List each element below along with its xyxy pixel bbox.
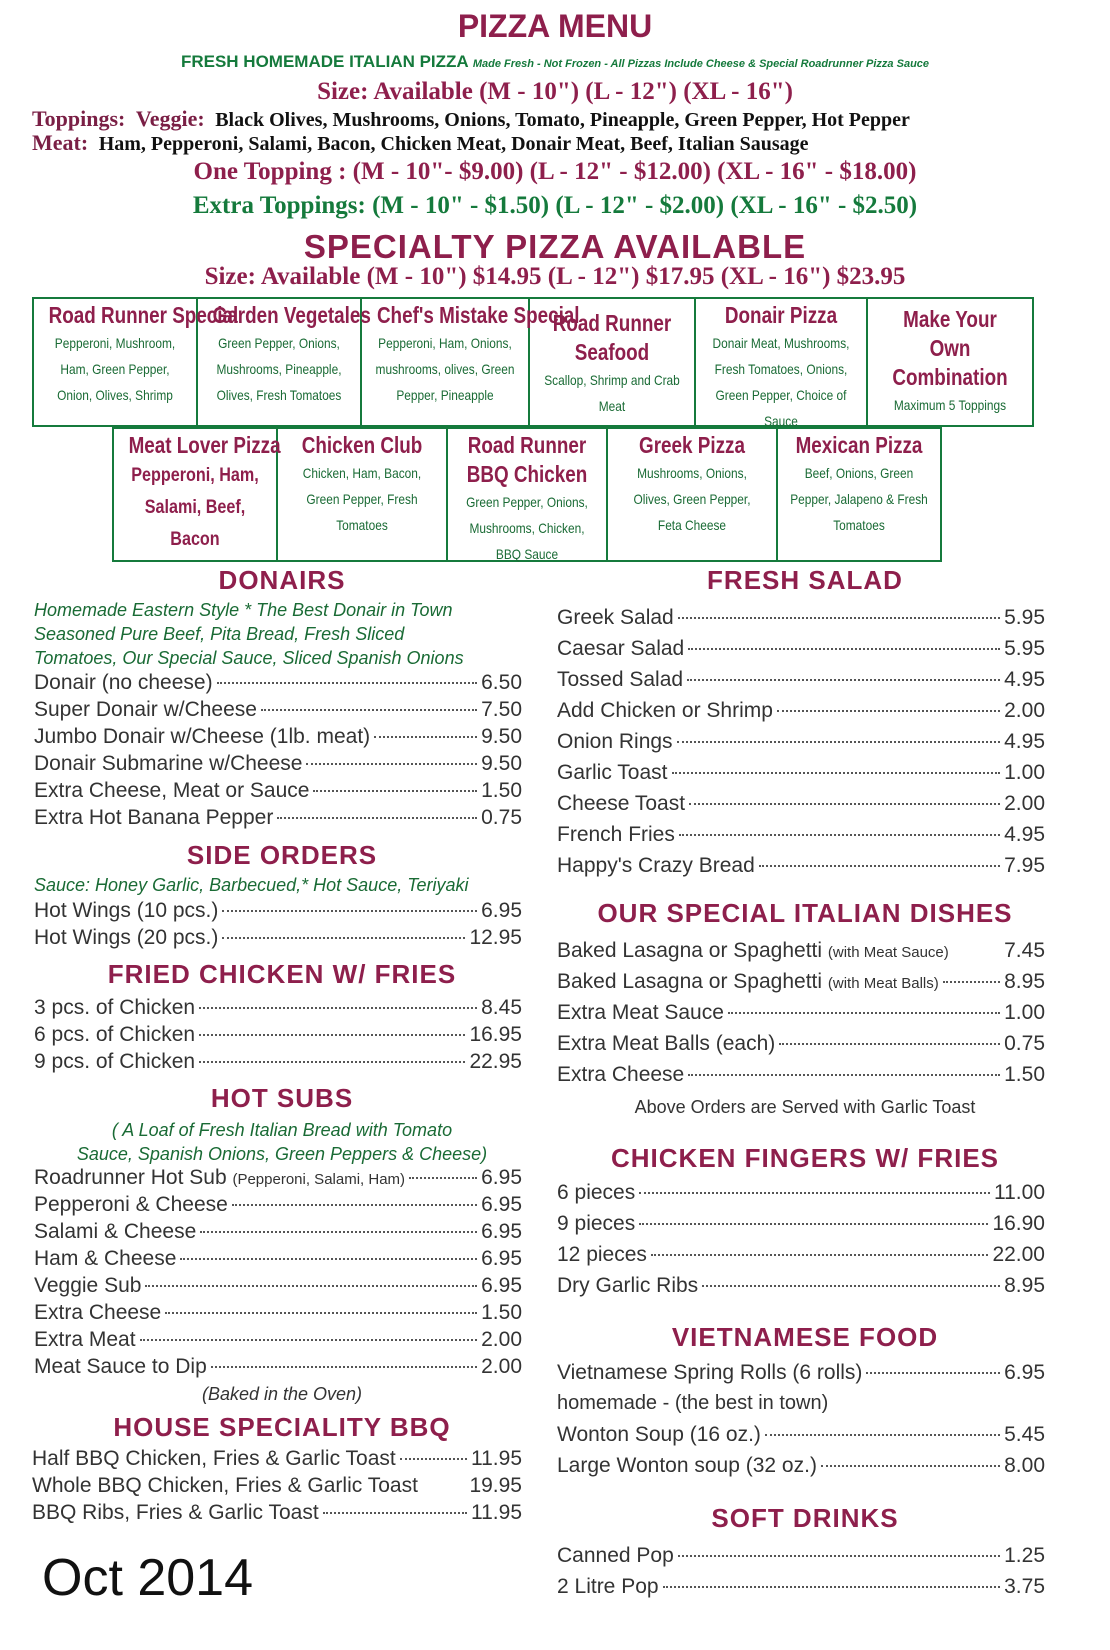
extra-topping-prices: Extra Toppings: (M - 10" - $1.50) (L - 12" - $2.00) (XL - 16" - $2.50) [192, 192, 918, 219]
soft-drinks-heading: SOFT DRINKS [711, 1503, 899, 1533]
donairs-description [34, 598, 464, 670]
specialty-grid-row-1 [34, 297, 1034, 427]
specialty-name: Road Runner Seafood [552, 310, 672, 365]
item-name: Wonton Soup (16 oz.) [557, 1423, 761, 1446]
veggie-list: Black Olives, Mushrooms, Onions, Tomato, Pineapple, Green Pepper, Hot Pepper [215, 109, 910, 131]
donairs-desc-line: Seasoned Pure Beef, Pita Bread, Fresh Sliced [34, 624, 405, 644]
menu-item [557, 1544, 1045, 1568]
specialty-name: Donair Pizza [724, 302, 838, 328]
menu-item [34, 1301, 522, 1325]
item-price: 5.45 [1004, 1423, 1045, 1446]
specialty-desc: Maximum 5 Toppings [893, 397, 1007, 413]
menu-item [34, 698, 522, 722]
item-name: Extra Cheese [557, 1063, 685, 1086]
item-name: Donair Submarine w/Cheese [34, 752, 303, 775]
menu-item [34, 1247, 522, 1271]
item-price: 6.95 [1004, 1361, 1045, 1384]
specialty-desc: Pepperoni, Ham, Onions, mushrooms, olives, Green Pepper, Pineapple [375, 335, 515, 403]
item-name: Baked Lasagna or Spaghetti (with Meat Sauce) [557, 939, 949, 962]
item-price: 4.95 [1004, 823, 1045, 846]
item-price: 6.95 [481, 1220, 522, 1243]
menu-item [557, 637, 1045, 661]
menu-item [557, 970, 1045, 994]
specialty-name: Greek Pizza [639, 432, 745, 458]
specialty-cell [32, 297, 239, 427]
item-name: 12 pieces [557, 1243, 647, 1266]
item-price: 7.45 [1004, 939, 1045, 962]
side-orders-sauce: Sauce: Honey Garlic, Barbecued,* Hot Sauce, Teriyaki [34, 875, 469, 895]
specialty-desc: Chicken, Ham, Bacon, Green Pepper, Fresh Tomatoes [302, 465, 422, 533]
fresh-homemade-note: Made Fresh - Not Frozen - All Pizzas Include Cheese & Special Roadrunner Pizza Sauce [472, 58, 930, 70]
item-price: 6.95 [481, 1193, 522, 1216]
item-price: 2.00 [481, 1355, 522, 1378]
item-price: 6.95 [481, 1166, 522, 1189]
item-price: 8.95 [1004, 970, 1045, 993]
item-price: 5.95 [1004, 606, 1045, 629]
menu-item [34, 779, 522, 803]
item-price: 1.50 [1004, 1063, 1045, 1086]
item-price: 5.95 [1004, 637, 1045, 660]
item-price: 8.95 [1004, 1274, 1045, 1297]
item-name: Add Chicken or Shrimp [557, 699, 773, 722]
item-name: Meat Sauce to Dip [34, 1355, 207, 1378]
menu-item [32, 1447, 522, 1471]
menu-item [34, 1023, 522, 1047]
item-price: 4.95 [1004, 668, 1045, 691]
item-price: 9.50 [481, 725, 522, 748]
specialty-cell [866, 297, 1034, 427]
item-price: 0.75 [481, 806, 522, 829]
item-name: 9 pieces [557, 1212, 636, 1235]
item-name: Hot Wings (20 pcs.) [34, 926, 219, 949]
menu-item [32, 1501, 522, 1525]
specialty-cell [446, 427, 608, 562]
specialty-size-prices: Size: Available (M - 10") $14.95 (L - 12") $17.95 (XL - 16") $23.95 [204, 263, 906, 290]
menu-item [557, 1032, 1045, 1056]
item-name: Vietnamese Spring Rolls (6 rolls) [557, 1361, 863, 1384]
menu-item [34, 1328, 522, 1352]
donairs-desc-line: Homemade Eastern Style * The Best Donair in Town [34, 600, 453, 620]
item-price: 1.25 [1004, 1544, 1045, 1567]
menu-item [557, 1181, 1045, 1205]
menu-item [34, 725, 522, 749]
one-topping-prices: One Topping : (M - 10"- $9.00) (L - 12" - $12.00) (XL - 16" - $18.00) [193, 158, 917, 185]
menu-item [557, 1274, 1045, 1298]
item-name: Large Wonton soup (32 oz.) [557, 1454, 817, 1477]
specialty-cell [276, 427, 448, 562]
veggie-label: Veggie: [135, 106, 205, 131]
hot-subs-desc-line: Sauce, Spanish Onions, Green Peppers & Cheese) [76, 1144, 488, 1164]
item-price: 22.00 [992, 1243, 1045, 1266]
specialty-desc: Green Pepper, Onions, Mushrooms, Chicken, BBQ Sauce [466, 494, 588, 562]
item-price: 16.95 [469, 1023, 522, 1046]
menu-item [557, 1454, 1045, 1478]
item-name: 2 Litre Pop [557, 1575, 659, 1598]
specialty-cell [528, 297, 696, 427]
meat-list: Ham, Pepperoni, Salami, Bacon, Chicken Meat, Donair Meat, Beef, Italian Sausage [98, 133, 809, 155]
chicken-fingers-heading: CHICKEN FINGERS W/ FRIES [610, 1143, 999, 1173]
specialty-desc: Scallop, Shrimp and Crab Meat [544, 372, 680, 414]
item-price: 6.50 [481, 671, 522, 694]
menu-item [34, 1166, 522, 1190]
menu-item [557, 1575, 1045, 1599]
item-name: Extra Meat Sauce [557, 1001, 724, 1024]
item-price: 6.95 [481, 899, 522, 922]
item-price: 8.00 [1004, 1454, 1045, 1477]
item-name: Cheese Toast [557, 792, 686, 815]
veggie-toppings-line [32, 106, 910, 132]
menu-item [34, 1050, 522, 1074]
menu-item [557, 699, 1045, 723]
specialty-name: Road Runner BBQ Chicken [466, 432, 588, 487]
item-price: 8.45 [481, 996, 522, 1019]
item-name: Baked Lasagna or Spaghetti (with Meat Balls) [557, 970, 939, 993]
menu-item [34, 926, 522, 950]
item-name: BBQ Ribs, Fries & Garlic Toast [32, 1501, 319, 1524]
item-name: Caesar Salad [557, 637, 685, 660]
item-name: Half BBQ Chicken, Fries & Garlic Toast [32, 1447, 396, 1470]
vietnamese-heading: VIETNAMESE FOOD [671, 1322, 939, 1352]
menu-item [34, 752, 522, 776]
menu-item [34, 1355, 522, 1379]
hot-subs-heading: HOT SUBS [210, 1083, 354, 1113]
item-name: Extra Cheese [34, 1301, 162, 1324]
menu-item [557, 823, 1045, 847]
meat-label: Meat: [32, 130, 89, 155]
specialty-desc: Pepperoni, Mushroom, Ham, Green Pepper, Onion, Olives, Shrimp [54, 335, 176, 403]
item-price: 11.95 [471, 1501, 522, 1524]
item-price: 7.50 [481, 698, 522, 721]
specialty-desc: Pepperoni, Ham, Salami, Beef, Bacon [131, 465, 259, 550]
menu-item [557, 1212, 1045, 1236]
specialty-name: Garden Vegetales [212, 302, 371, 328]
item-price: 2.00 [481, 1328, 522, 1351]
side-orders-heading: SIDE ORDERS [186, 840, 378, 870]
italian-dishes-heading: OUR SPECIAL ITALIAN DISHES [597, 898, 1013, 928]
specialty-cell [112, 427, 281, 562]
fresh-homemade-line [0, 52, 1110, 72]
item-price: 1.00 [1004, 1001, 1045, 1024]
item-price: 22.95 [469, 1050, 522, 1073]
specialty-name: Make Your Own Combination [892, 306, 1008, 390]
item-price: 6.95 [481, 1247, 522, 1270]
item-name: Extra Meat [34, 1328, 136, 1351]
specialty-desc: Beef, Onions, Green Pepper, Jalapeno & Fresh Tomatoes [790, 465, 928, 533]
item-price: 2.00 [1004, 699, 1045, 722]
specialty-name: Chicken Club [301, 432, 423, 458]
menu-item [557, 792, 1045, 816]
specialty-cell [196, 297, 371, 427]
specialty-name: Chef's Mistake Special [376, 302, 580, 328]
item-name: Hot Wings (10 pcs.) [34, 899, 219, 922]
hot-subs-desc-line: ( A Loaf of Fresh Italian Bread with Tomato [111, 1120, 453, 1140]
item-name: 6 pieces [557, 1181, 636, 1204]
specialty-cell [606, 427, 778, 562]
item-price: 12.95 [469, 926, 522, 949]
item-name: Pepperoni & Cheese [34, 1193, 228, 1216]
item-price: 11.95 [471, 1447, 522, 1470]
item-name: Extra Hot Banana Pepper [34, 806, 274, 829]
specialty-desc: Mushrooms, Onions, Olives, Green Pepper, Feta Cheese [633, 465, 751, 533]
menu-item [34, 671, 522, 695]
menu-item [34, 1193, 522, 1217]
item-name: 9 pcs. of Chicken [34, 1050, 196, 1073]
item-name: Jumbo Donair w/Cheese (1lb. meat) [34, 725, 371, 748]
item-name: Veggie Sub [34, 1274, 142, 1297]
item-name: Ham & Cheese [34, 1247, 177, 1270]
specialty-desc: Donair Meat, Mushrooms, Fresh Tomatoes, Onions, Green Pepper, Choice of Sauce [712, 335, 850, 429]
toppings-label: Toppings: [32, 106, 126, 131]
item-price: 3.75 [1004, 1575, 1045, 1598]
item-name: Canned Pop [557, 1544, 674, 1567]
donairs-desc-line: Tomatoes, Our Special Sauce, Sliced Spanish Onions [34, 648, 464, 668]
item-price: 1.00 [1004, 761, 1045, 784]
item-price: 11.00 [994, 1181, 1045, 1204]
menu-item [557, 854, 1045, 878]
menu-item [557, 939, 1045, 963]
menu-item [557, 1001, 1045, 1025]
item-price: 1.50 [481, 1301, 522, 1324]
specialty-name: Meat Lover Pizza [128, 432, 281, 458]
menu-item [32, 1474, 522, 1498]
item-price: 0.75 [1004, 1032, 1045, 1055]
specialty-heading: SPECIALTY PIZZA AVAILABLE [303, 228, 807, 265]
fresh-salad-heading: FRESH SALAD [707, 565, 903, 595]
item-name: Donair (no cheese) [34, 671, 213, 694]
fresh-homemade-label: FRESH HOMEMADE ITALIAN PIZZA [180, 52, 469, 71]
hot-subs-footnote: (Baked in the Oven) [201, 1384, 363, 1404]
item-name: Salami & Cheese [34, 1220, 197, 1243]
menu-date: Oct 2014 [42, 1549, 254, 1607]
menu-item [34, 806, 522, 830]
menu-item [557, 1423, 1045, 1447]
menu-item [34, 899, 522, 923]
item-name: Extra Meat Balls (each) [557, 1032, 776, 1055]
meat-toppings-line [32, 130, 808, 156]
item-name: Whole BBQ Chicken, Fries & Garlic Toast [32, 1474, 418, 1497]
menu-item [557, 1243, 1045, 1267]
item-price: 9.50 [481, 752, 522, 775]
item-price: 1.50 [481, 779, 522, 802]
specialty-cell [360, 297, 580, 427]
menu-title: PIZZA MENU [457, 8, 653, 44]
italian-footnote: Above Orders are Served with Garlic Toast [634, 1097, 976, 1117]
size-availability: Size: Available (M - 10") (L - 12") (XL - 16") [317, 78, 793, 105]
item-price: 6.95 [481, 1274, 522, 1297]
item-name: Extra Cheese, Meat or Sauce [34, 779, 310, 802]
menu-item [557, 1063, 1045, 1087]
menu-item [34, 996, 522, 1020]
menu-item [557, 761, 1045, 785]
menu-item [557, 730, 1045, 754]
item-name: Greek Salad [557, 606, 674, 629]
item-price: 7.95 [1004, 854, 1045, 877]
item-price: 2.00 [1004, 792, 1045, 815]
specialty-desc: Green Pepper, Onions, Mushrooms, Pineapple, Olives, Fresh Tomatoes [216, 335, 342, 403]
item-name: Dry Garlic Ribs [557, 1274, 699, 1297]
menu-item [557, 606, 1045, 630]
item-name: Garlic Toast [557, 761, 668, 784]
item-name: 3 pcs. of Chicken [34, 996, 196, 1019]
item-name: Happy's Crazy Bread [557, 854, 755, 877]
specialty-grid-row-2 [114, 427, 942, 562]
item-name: Tossed Salad [557, 668, 684, 691]
item-name: Super Donair w/Cheese [34, 698, 257, 721]
item-name: Onion Rings [557, 730, 673, 753]
menu-item [557, 668, 1045, 692]
specialty-name: Road Runner Special [48, 302, 239, 328]
menu-item [34, 1220, 522, 1244]
item-name: 6 pcs. of Chicken [34, 1023, 196, 1046]
donairs-heading: DONAIRS [218, 565, 346, 595]
item-price: 16.90 [992, 1212, 1045, 1235]
item-name: French Fries [557, 823, 675, 846]
menu-item [34, 1274, 522, 1298]
menu-item [557, 1361, 1045, 1385]
fried-chicken-heading: FRIED CHICKEN W/ FRIES [107, 959, 457, 989]
vietnamese-note: homemade - (the best in town) [557, 1392, 829, 1414]
hot-subs-description [32, 1118, 532, 1166]
item-name: Roadrunner Hot Sub (Pepperoni, Salami, Ham) [34, 1166, 406, 1189]
item-price: 19.95 [469, 1474, 522, 1497]
specialty-cell [776, 427, 942, 562]
bbq-heading: HOUSE SPECIALITY BBQ [113, 1412, 451, 1442]
specialty-cell [694, 297, 868, 427]
specialty-name: Mexican Pizza [795, 432, 923, 458]
item-price: 4.95 [1004, 730, 1045, 753]
